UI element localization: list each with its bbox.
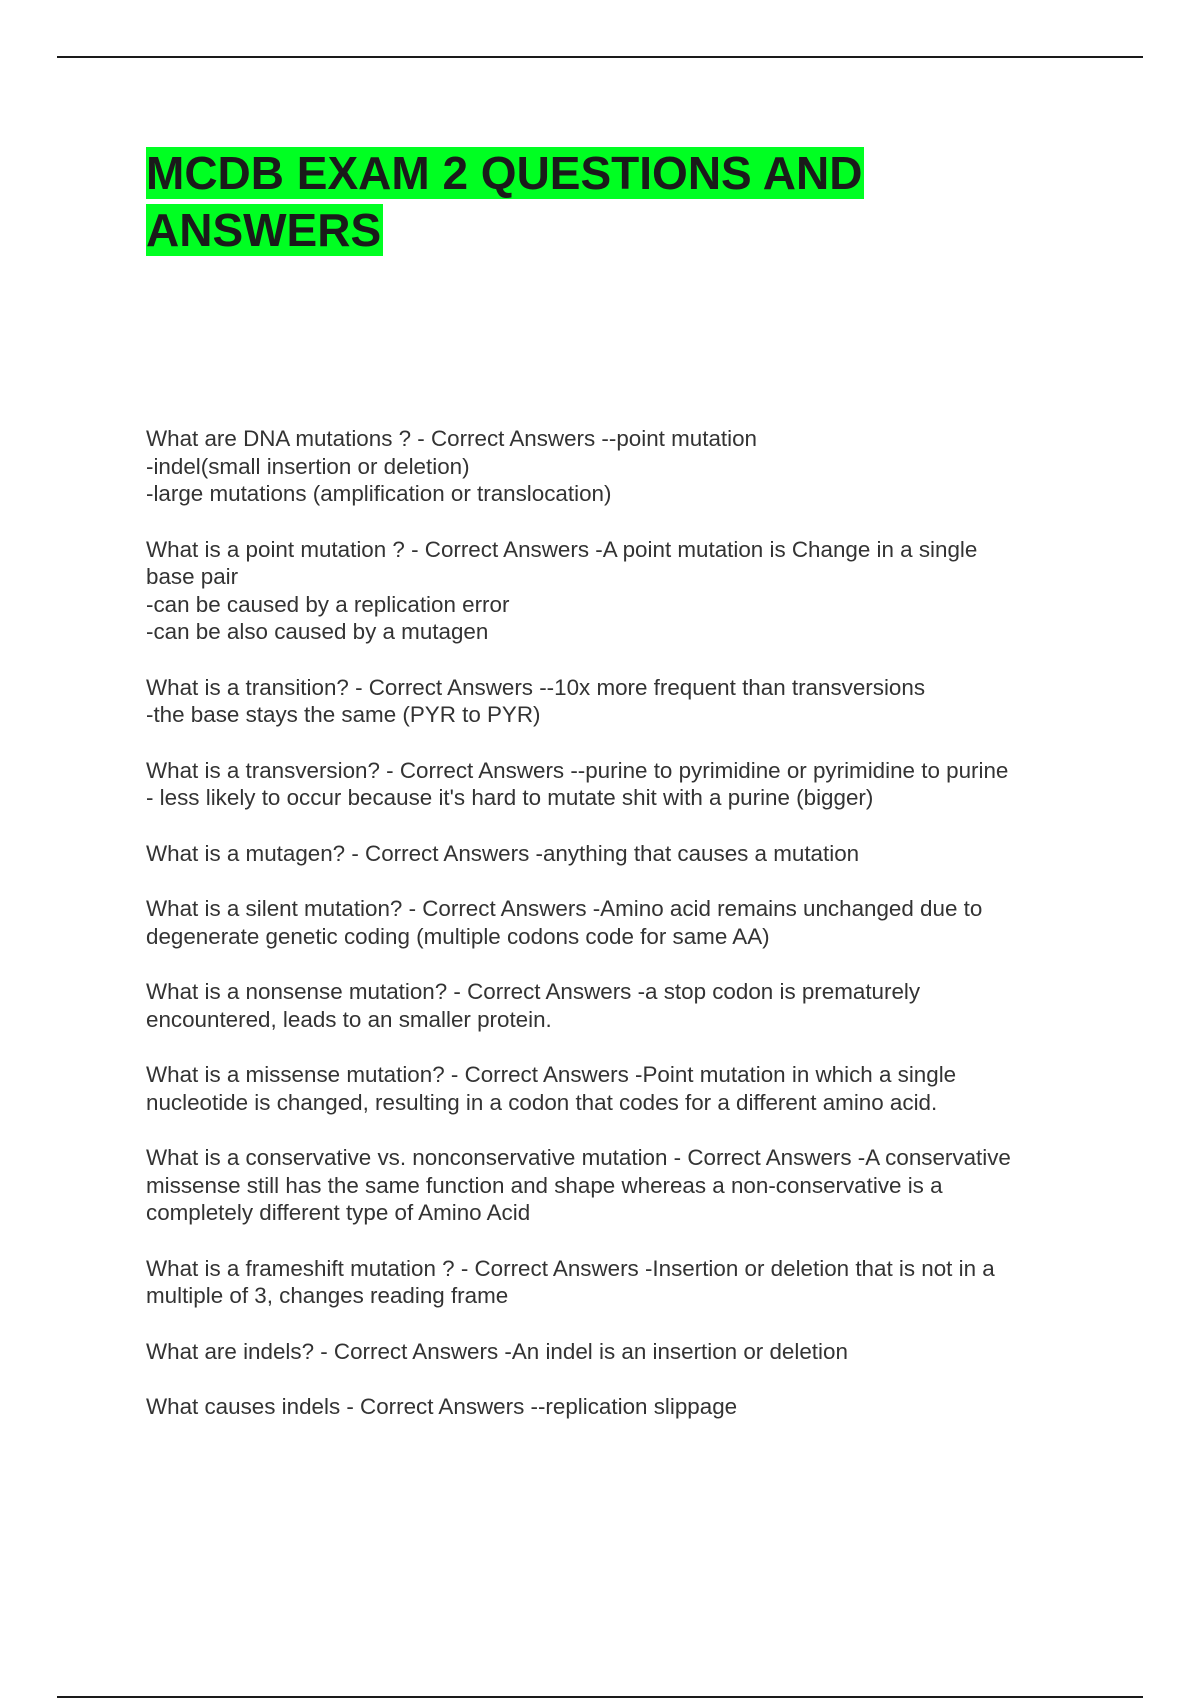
qa-list bbox=[146, 425, 1086, 1449]
qa-answer-line: missense still has the same function and shape whereas a non-conservative is a bbox=[146, 1172, 943, 1198]
bottom-divider bbox=[57, 1696, 1143, 1698]
qa-answer-line: - less likely to occur because it's hard to mutate shit with a purine (bigger) bbox=[146, 785, 874, 810]
qa-item bbox=[146, 425, 1086, 508]
qa-answer-line: multiple of 3, changes reading frame bbox=[146, 1283, 509, 1308]
qa-question-line: What is a nonsense mutation? - Correct Answers -a stop codon is prematurely bbox=[146, 979, 921, 1004]
qa-question-line: What is a missense mutation? - Correct Answers -Point mutation in which a single bbox=[146, 1062, 957, 1087]
qa-item bbox=[146, 674, 1086, 729]
qa-item bbox=[146, 1061, 1086, 1116]
qa-question-line: What is a point mutation ? - Correct Answers -A point mutation is Change in a single bbox=[146, 536, 978, 562]
qa-answer-line: -can be also caused by a mutagen bbox=[146, 619, 489, 644]
qa-item bbox=[146, 1144, 1086, 1227]
qa-answer-line: -indel(small insertion or deletion) bbox=[146, 453, 470, 479]
qa-question-line: What is a mutagen? - Correct Answers -anything that causes a mutation bbox=[146, 840, 860, 866]
qa-answer-line: nucleotide is changed, resulting in a codon that codes for a different amino acid. bbox=[146, 1089, 938, 1115]
qa-answer-line: -can be caused by a replication error bbox=[146, 591, 510, 617]
qa-question-line: What is a conservative vs. nonconservative mutation - Correct Answers -A conservative bbox=[146, 1145, 1011, 1170]
qa-answer-line: encountered, leads to an smaller protein. bbox=[146, 1006, 552, 1032]
qa-answer-line: completely different type of Amino Acid bbox=[146, 1200, 531, 1225]
qa-item bbox=[146, 1338, 1086, 1366]
qa-question-line: What is a frameshift mutation ? - Correct Answers -Insertion or deletion that is not in a bbox=[146, 1255, 995, 1281]
qa-question-line: What is a silent mutation? - Correct Answers -Amino acid remains unchanged due to bbox=[146, 896, 983, 921]
title-highlight: MCDB EXAM 2 QUESTIONS AND ANSWERS bbox=[146, 147, 863, 256]
qa-answer-line: degenerate genetic coding (multiple codons code for same AA) bbox=[146, 923, 770, 949]
qa-question-line: What is a transversion? - Correct Answers --purine to pyrimidine or pyrimidine to purine bbox=[146, 757, 1009, 783]
qa-answer-line: base pair bbox=[146, 564, 239, 589]
qa-item bbox=[146, 536, 1086, 646]
qa-item bbox=[146, 978, 1086, 1033]
qa-question-line: What are DNA mutations ? - Correct Answers --point mutation bbox=[146, 426, 757, 451]
document-title bbox=[146, 145, 966, 259]
qa-question-line: What causes indels - Correct Answers --replication slippage bbox=[146, 1394, 738, 1419]
top-divider bbox=[57, 56, 1143, 58]
qa-item bbox=[146, 1393, 1086, 1421]
qa-question-line: What is a transition? - Correct Answers --10x more frequent than transversions bbox=[146, 674, 926, 700]
qa-question-line: What are indels? - Correct Answers -An indel is an insertion or deletion bbox=[146, 1338, 848, 1364]
qa-answer-line: -the base stays the same (PYR to PYR) bbox=[146, 702, 541, 727]
qa-item bbox=[146, 895, 1086, 950]
qa-item bbox=[146, 1255, 1086, 1310]
qa-answer-line: -large mutations (amplification or translocation) bbox=[146, 481, 612, 506]
qa-item bbox=[146, 757, 1086, 812]
qa-item bbox=[146, 840, 1086, 868]
